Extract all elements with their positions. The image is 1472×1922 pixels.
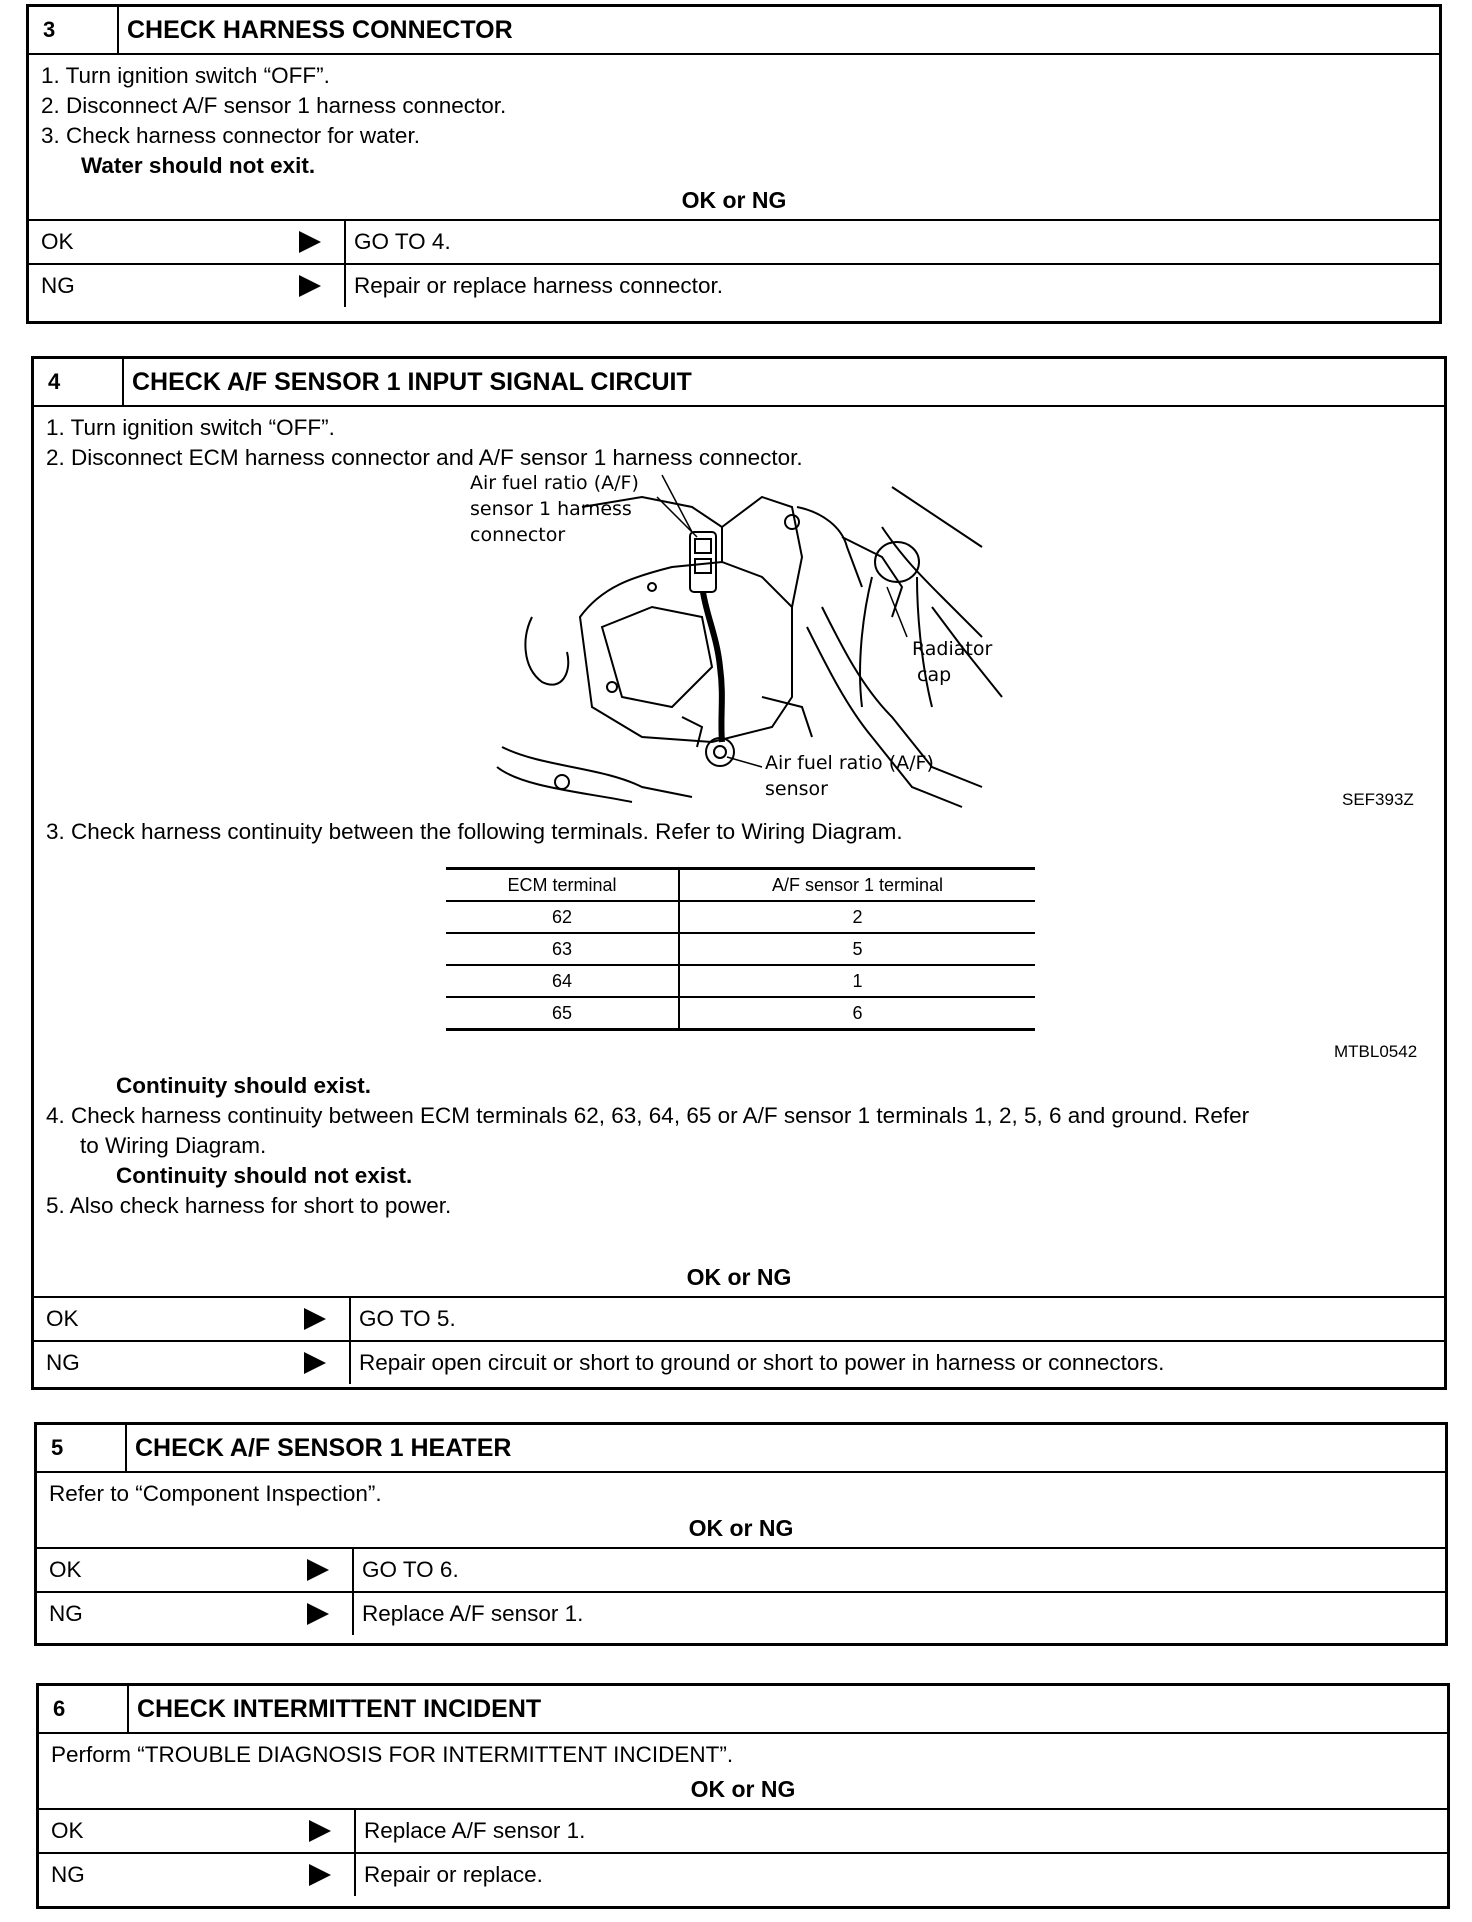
instruction-line: 3. Check harness connector for water. [41, 123, 420, 148]
table-cell: 6 [679, 997, 1035, 1030]
step-instructions [34, 407, 1444, 1258]
step-instructions [39, 1734, 1447, 1770]
arrow-icon [304, 1342, 349, 1384]
result-action: Repair open circuit or short to ground or short to power in harness or connectors. [349, 1342, 1444, 1384]
result-action: GO TO 4. [344, 221, 1439, 263]
arrow-icon [307, 1549, 352, 1591]
step-5-block [34, 1422, 1448, 1646]
table-cell: 63 [446, 933, 679, 965]
result-row-ng [34, 1340, 1444, 1384]
result-action: Repair or replace harness connector. [344, 265, 1439, 307]
result-label: NG [51, 1862, 85, 1887]
instruction-line: 5. Also check harness for short to power. [46, 1193, 452, 1218]
step-number: 5 [37, 1425, 127, 1471]
connector-label-line3: connector [470, 524, 566, 546]
step-3-block [26, 4, 1442, 324]
engine-illustration [462, 467, 1022, 812]
step-title: CHECK HARNESS CONNECTOR [127, 15, 513, 44]
table-row [446, 997, 1035, 1030]
result-label: NG [41, 273, 75, 298]
specification-text: Water should not exit. [81, 153, 316, 178]
result-row-ng [29, 263, 1439, 307]
table-cell: 5 [679, 933, 1035, 965]
sensor-label-line2: sensor [765, 778, 828, 800]
table-row [446, 965, 1035, 997]
result-label: OK [46, 1306, 79, 1331]
instruction-line: Perform “TROUBLE DIAGNOSIS FOR INTERMITTENT INCIDENT”. [51, 1742, 734, 1767]
connector-label-line1: Air fuel ratio (A/F) [470, 472, 639, 494]
radiator-label-line2: cap [917, 664, 952, 686]
arrow-icon [309, 1810, 354, 1852]
arrow-icon [304, 1298, 349, 1340]
instruction-line: to Wiring Diagram. [80, 1133, 267, 1158]
step-title: CHECK A/F SENSOR 1 INPUT SIGNAL CIRCUIT [132, 367, 692, 396]
instruction-line: 2. Disconnect A/F sensor 1 harness connector. [41, 93, 507, 118]
result-row-ok [34, 1296, 1444, 1340]
result-action: Repair or replace. [354, 1854, 1447, 1896]
step-number: 3 [29, 7, 119, 53]
table-header: ECM terminal [446, 869, 679, 902]
table-row [446, 901, 1035, 933]
ok-or-ng-label: OK or NG [688, 1515, 794, 1541]
sensor-label-line1: Air fuel ratio (A/F) [765, 752, 934, 774]
step-header [37, 1425, 1445, 1473]
result-row-ng [39, 1852, 1447, 1896]
table-cell: 65 [446, 997, 679, 1030]
result-label: NG [46, 1350, 80, 1375]
result-label: NG [49, 1601, 83, 1626]
instruction-line: 3. Check harness continuity between the following terminals. Refer to Wiring Diagram. [46, 819, 903, 844]
figure-reference: SEF393Z [1342, 790, 1414, 809]
table-header: A/F sensor 1 terminal [679, 869, 1035, 902]
instruction-line: 2. Disconnect ECM harness connector and A/F sensor 1 harness connector. [46, 445, 803, 470]
instruction-line: 1. Turn ignition switch “OFF”. [41, 63, 330, 88]
arrow-icon [307, 1593, 352, 1635]
arrow-icon [299, 221, 344, 263]
result-row-ng [37, 1591, 1445, 1635]
step-title: CHECK INTERMITTENT INCIDENT [137, 1694, 542, 1723]
result-label: OK [41, 229, 74, 254]
step-header [29, 7, 1439, 55]
connector-label-line2: sensor 1 harness [470, 498, 632, 520]
step-header [34, 359, 1444, 407]
result-row-ok [37, 1547, 1445, 1591]
result-row-ok [39, 1808, 1447, 1852]
instruction-line: 4. Check harness continuity between ECM terminals 62, 63, 64, 65 or A/F sensor 1 terminals 1, 2, 5, 6 and ground. Refer [46, 1103, 1250, 1128]
ok-or-ng-label: OK or NG [686, 1264, 792, 1290]
table-header-row [446, 869, 1035, 902]
result-row-ok [29, 219, 1439, 263]
table-reference: MTBL0542 [1334, 1042, 1418, 1061]
table-cell: 64 [446, 965, 679, 997]
ok-or-ng-label: OK or NG [690, 1776, 796, 1802]
step-number: 6 [39, 1686, 129, 1732]
result-label: OK [51, 1818, 84, 1843]
result-action: Replace A/F sensor 1. [352, 1593, 1445, 1635]
table-row [446, 933, 1035, 965]
step-4-block [31, 356, 1447, 1390]
specification-text: Continuity should exist. [116, 1073, 372, 1098]
radiator-label-line1: Radiator [912, 638, 993, 660]
table-cell: 1 [679, 965, 1035, 997]
instruction-line: Refer to “Component Inspection”. [49, 1481, 382, 1506]
result-label: OK [49, 1557, 82, 1582]
result-action: GO TO 5. [349, 1298, 1444, 1340]
table-cell: 62 [446, 901, 679, 933]
step-instructions [29, 55, 1439, 181]
arrow-icon [309, 1854, 354, 1896]
result-action: Replace A/F sensor 1. [354, 1810, 1447, 1852]
specification-text: Continuity should not exist. [116, 1163, 413, 1188]
step-number: 4 [34, 359, 124, 405]
arrow-icon [299, 265, 344, 307]
step-6-block [36, 1683, 1450, 1909]
ok-or-ng-label: OK or NG [681, 187, 787, 213]
step-header [39, 1686, 1447, 1734]
table-cell: 2 [679, 901, 1035, 933]
instruction-line: 1. Turn ignition switch “OFF”. [46, 415, 335, 440]
terminal-table [446, 867, 1035, 1031]
result-action: GO TO 6. [352, 1549, 1445, 1591]
step-instructions [37, 1473, 1445, 1509]
step-title: CHECK A/F SENSOR 1 HEATER [135, 1433, 512, 1462]
